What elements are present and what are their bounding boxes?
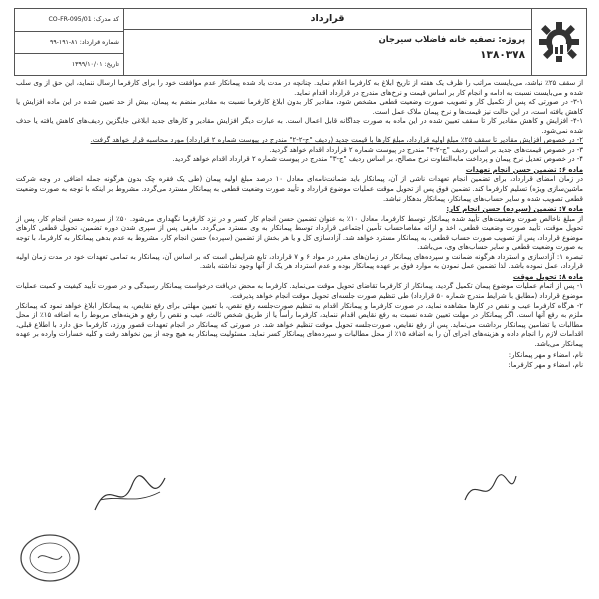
clause-4-1: ۴-۱- افزایش و کاهش مقادیر کار تا سقف تعیین شده در این ماده به صورت جداگانه قابل اعمال است. به عبارت دیگر افزایش مقادیر و کارهای جدید ابلاغی جایگزین ردیف‌های کاهش یافته یا حذف شده نمی‌شود. (16, 117, 583, 135)
contract-body (14, 76, 587, 370)
gear-logo-icon (537, 20, 581, 64)
article-7-text: از مبلغ ناخالص صورت وضعیت‌های تأیید شده پیمانکار توسط کارفرما، معادل ۱۰٪ به عنوان تضمین حسن انجام کار کسر و در نزد کارفرما نگهداری می‌شود. ۵۰٪ از سپرده حسن انجام کار، پس از تحویل موقت، تأیید صورت وضعیت قطعی، اخذ و ارائه مفاصاحساب تأمین اجتماعی قرارداد توسط پیمانکار به وی مسترد می‌گردد. مابقی پس از سپری شدن دوره تضمین، تحویل قطعی کارهای موضوع قرارداد، پس از تصویب صورت حساب قطعی، به پیمانکار مسترد خواهد شد. آزادسازی کل و یا هر بخش از تضمین (سپرده) حسن انجام کار، مشروط به عدم بدهی پیمانکار به کارفرما، با توجه به صورت وضعیت قطعی و سایر حساب‌های وی، می‌باشد. (16, 214, 584, 252)
article-8-clause-2: ۲- هرگاه کارفرما عیب و نقص در کارها مشاهده نماید، در صورت کارفرما و پیمانکار اقدام به تنظیم صورت‌جلسه رفع نقص، با تعیین مهلتی برای رفع نقایص، به پیمانکار ابلاغ خواهد نمود که پیمانکار ملزم به رفع آنها است. اگر پیمانکار در مهلت تعیین شده نسبت به رفع نقایص اقدام ننماید، کارفرما رأساً یا از طریق شخص ثالث، عیب و نقص را رفع و هزینه‌های مربوط را به اضافه ۱۵٪ از محل مطالبات یا تضامین پیمانکار برداشت می‌نماید. پس از رفع نقایص، صورت‌جلسه تحویل موقت تنظیم خواهد شد. در صورتی که پیمانکار در انجام تعهدات قصور ورزد، کارفرما حق دارد با اطلاع قبلی، اقدامات لازم را انجام داده و هزینه‌های اجرای آن را به اضافه ۱۵٪ از محل مطالبات و سپرده‌های پیمانکار کسر نماید. مسئولیت پیمانکار به هیچ وجه از بین نخواهد رفت و کلیه خسارات وارده بر عهده پیمانکار می‌باشد. (16, 301, 583, 348)
article-8-clause-1: ۱- پس از اتمام عملیات موضوع پیمان تکمیل گردید، پیمانکار از کارفرما تقاضای تحویل موقت می‌نماید. کارفرما به محض دریافت درخواست پیمانکار رسیدگی و در صورت تأیید کیفیت و کمیت عملیات موضوع قرارداد (مطابق با شرایط مندرج شماره ۵۰ قرارداد) طی تنظیم صورت جلسه‌ای تحویل موقت انجام خواهد پذیرفت. (16, 282, 583, 301)
document-title: قرارداد (124, 9, 531, 30)
article-7-heading: ماده ۷: تضمین (سپرده) حسن انجام کار: (446, 205, 583, 214)
document-meta-box (15, 9, 124, 75)
header-title-block (124, 9, 531, 75)
note-1: تبصره ۱: آزادسازی و استرداد هرگونه ضمانت و سپرده‌های پیمانکار در زمان‌های مقرر در مواد ۶ و ۷ قرارداد، تابع شرایطی است که بر اساس آن، پیمانکار به تمامی تعهدات خود در مدت زمان اولیه قرارداد، عمل نموده باشد. لذا تضمین عمل نمودن به موارد فوق بر عهده پیمانکار بوده و عدم استرداد هر یک از آنها وجود نداشته باشد. (16, 252, 583, 271)
signature-scribble (90, 470, 170, 520)
article-8-heading: ماده ۸: تحویل موقت (512, 272, 583, 281)
project-name: پروژه: تصفیه خانه فاضلاب سیرجان (378, 34, 525, 44)
clause-4: ۴- در خصوص تعدیل نرخ پیمان و پرداخت مابه‌التفاوت نرخ مصالح، بر اساس ردیف "ج-۳" مندرج در پیوست شماره ۲ قرارداد اقدام خواهد گردید. (172, 155, 583, 164)
contract-number-line: شماره قرارداد: ۸۱-۱۹۱-۹۹ (15, 32, 123, 55)
contract-number: ۱۳۸۰۳۷۸ (480, 49, 525, 61)
contractor-signature-line: نام، امضاء و مهر پیمانکار: (508, 351, 583, 360)
company-stamp (18, 532, 82, 584)
document-header (14, 8, 587, 76)
clause-3: ۳- در خصوص قیمت‌های جدید بر اساس ردیف "ج-۲-۳" مندرج در پیوست شماره ۲ قرارداد اقدام خواهد گردید. (269, 145, 583, 154)
signature-scribble (460, 470, 520, 510)
clause-2: ۲- در خصوص افزایش مقادیر تا سقف ۲۵٪ مبلغ اولیه قرارداد، مبلغ کارها با قیمت جدید (ردیف "ج-۲-۲" مندرج در پیوست شماره ۲ قرارداد) مورد محاسبه قرار خواهد گرفت. (90, 136, 583, 145)
clause-3-1: ۳-۱- در صورتی که پس از تکمیل کار و تصویب صورت وضعیت قطعی مشخص شود، مقادیر کار بدون ابلاغ کارفرما نسبت به مقادیر منضم به پیمان، بیش از حد تعیین شده در این ماده افزایش یا کاهش یافته است، در این حالت نیز قیمت‌ها و نرخ پیمان ملاک عمل است. (16, 98, 583, 116)
article-6-text: در زمان امضای قرارداد، برای تضمین انجام تعهدات ناشی از آن، پیمانکار باید ضمانت‌نامه‌ای معادل ۱۰ درصد مبلغ اولیه پیمان (طی یک فقره چک بدون هرگونه جمله اضافی در وجه شرکت ماشین‌سازی ویژه) تسلیم کارفرما کند. تضمین فوق پس از تحویل موقت عملیات موضوع قرارداد و تأیید صورت وضعیت قطعی به پیمانکار مسترد می‌گردد. مشروط بر اینکه با توجه به صورت وضعیت قطعی تصویب شده و سایر حساب‌های پیمانکار، پیمانکار بدهکار نباشد. (16, 175, 583, 203)
paragraph: از سقف ۲۵٪ نباشد، می‌بایست مراتب را ظرف یک هفته از تاریخ ابلاغ به کارفرما اعلام نماید. چنانچه در مدت یاد شده پیمانکار عدم موافقت خود را برای کارفرما ارسال ننماید، این حق از وی سلب شده و می‌بایست نسبت به ادامه و انجام کار بر اساس قیمت و نرخ‌های مندرج در قرارداد اقدام نماید. (16, 79, 583, 97)
employer-signature-line: نام، امضاء و مهر کارفرما: (508, 360, 583, 369)
company-logo (531, 9, 586, 75)
document-code: کد مدرک: CO-FR-095/01 (15, 9, 123, 32)
contract-date: تاریخ: ۱۳۹۹/۱۰/۰۱ (71, 61, 119, 69)
article-6-heading: ماده ۶: تضمین حسن انجام تعهدات (465, 165, 583, 174)
